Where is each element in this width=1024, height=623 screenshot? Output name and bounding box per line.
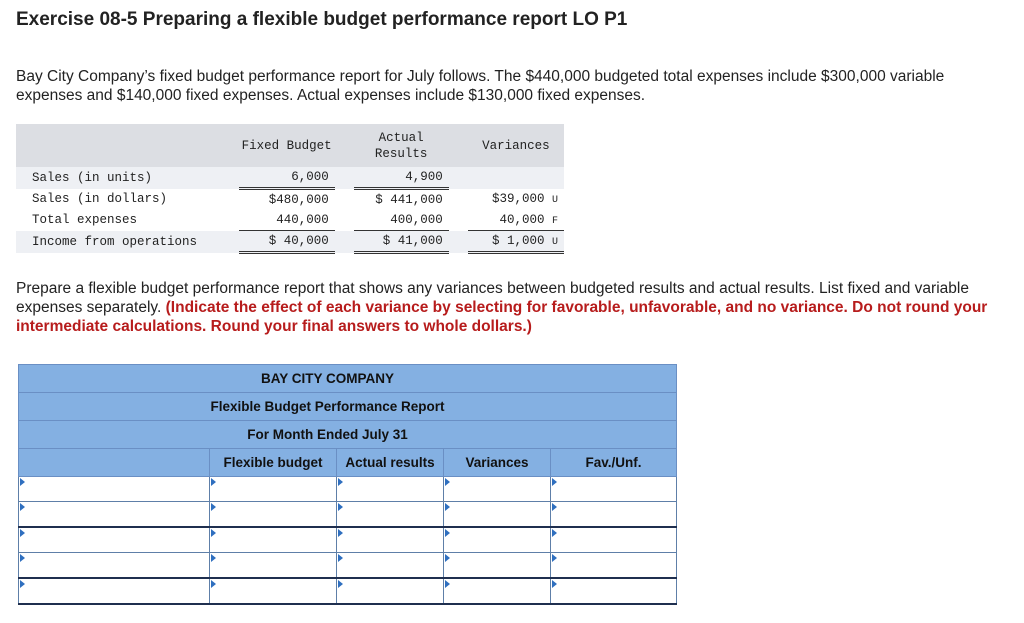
instructions-text: Prepare a flexible budget performance report that shows any variances between budgeted results and actual results. List fixed and variable expenses separately. (Indicate the effect of each variance by selecting for favorable, unfavorable, and no variance. Do not round your intermediate calculations. Round your final answers to whole dollars.) xyxy=(16,280,988,335)
answer-input-row xyxy=(19,502,677,528)
actual-results-input[interactable] xyxy=(337,502,444,528)
intro-text: Bay City Company’s fixed budget performance report for July follows. The $440,000 budgeted total expenses include $300,000 variable expenses and $140,000 fixed expenses. Actual expenses include $130,000 fixed expenses. xyxy=(16,68,945,104)
variance-input[interactable] xyxy=(444,578,551,604)
actual-results-input[interactable] xyxy=(337,578,444,604)
company-name: BAY CITY COMPANY xyxy=(19,365,677,393)
variance-input[interactable] xyxy=(444,527,551,553)
row-label-input[interactable] xyxy=(19,553,210,579)
given-row: Sales (in dollars) $480,000 $ 441,000 $39,000 U xyxy=(16,189,564,211)
flexible-budget-input[interactable] xyxy=(210,578,337,604)
col-variances: Variances xyxy=(444,449,551,477)
answer-input-row xyxy=(19,553,677,579)
given-row: Sales (in units) 6,000 4,900 xyxy=(16,167,564,189)
answer-title-row xyxy=(19,365,677,393)
answer-input-row xyxy=(19,578,677,604)
row-label-input[interactable] xyxy=(19,477,210,502)
answer-title-row xyxy=(19,421,677,449)
col-flexible-budget: Flexible budget xyxy=(210,449,337,477)
answer-column-header-row xyxy=(19,449,677,477)
exercise-title: Exercise 08-5 Preparing a flexible budget performance report LO P1 xyxy=(16,9,628,30)
flexible-budget-input[interactable] xyxy=(210,477,337,502)
answer-title-row xyxy=(19,393,677,421)
variance-input[interactable] xyxy=(444,502,551,528)
header-actual-results: Actual Results xyxy=(354,124,449,167)
col-actual-results: Actual results xyxy=(337,449,444,477)
row-label-input[interactable] xyxy=(19,578,210,604)
row-label-input[interactable] xyxy=(19,527,210,553)
report-period: For Month Ended July 31 xyxy=(19,421,677,449)
given-row: Total expenses 440,000 400,000 40,000 F xyxy=(16,210,564,231)
fixed-budget-report-table xyxy=(16,124,564,254)
col-fav-unf: Fav./Unf. xyxy=(551,449,677,477)
variance-input[interactable] xyxy=(444,477,551,502)
actual-results-input[interactable] xyxy=(337,477,444,502)
flexible-budget-input[interactable] xyxy=(210,502,337,528)
flexible-budget-answer-table xyxy=(18,364,677,605)
header-fixed-budget: Fixed Budget xyxy=(239,124,335,167)
answer-input-row xyxy=(19,527,677,553)
given-header-row xyxy=(16,124,564,167)
report-name: Flexible Budget Performance Report xyxy=(19,393,677,421)
variance-input[interactable] xyxy=(444,553,551,579)
actual-results-input[interactable] xyxy=(337,527,444,553)
header-variances: Variances xyxy=(468,124,564,167)
fav-unf-select[interactable] xyxy=(551,477,677,502)
fav-unf-select[interactable] xyxy=(551,502,677,528)
row-label-input[interactable] xyxy=(19,502,210,528)
answer-input-row xyxy=(19,477,677,502)
flexible-budget-input[interactable] xyxy=(210,527,337,553)
given-row: Income from operations $ 40,000 $ 41,000 $ 1,000 U xyxy=(16,231,564,253)
flexible-budget-input[interactable] xyxy=(210,553,337,579)
fav-unf-select[interactable] xyxy=(551,527,677,553)
actual-results-input[interactable] xyxy=(337,553,444,579)
fav-unf-select[interactable] xyxy=(551,578,677,604)
fav-unf-select[interactable] xyxy=(551,553,677,579)
